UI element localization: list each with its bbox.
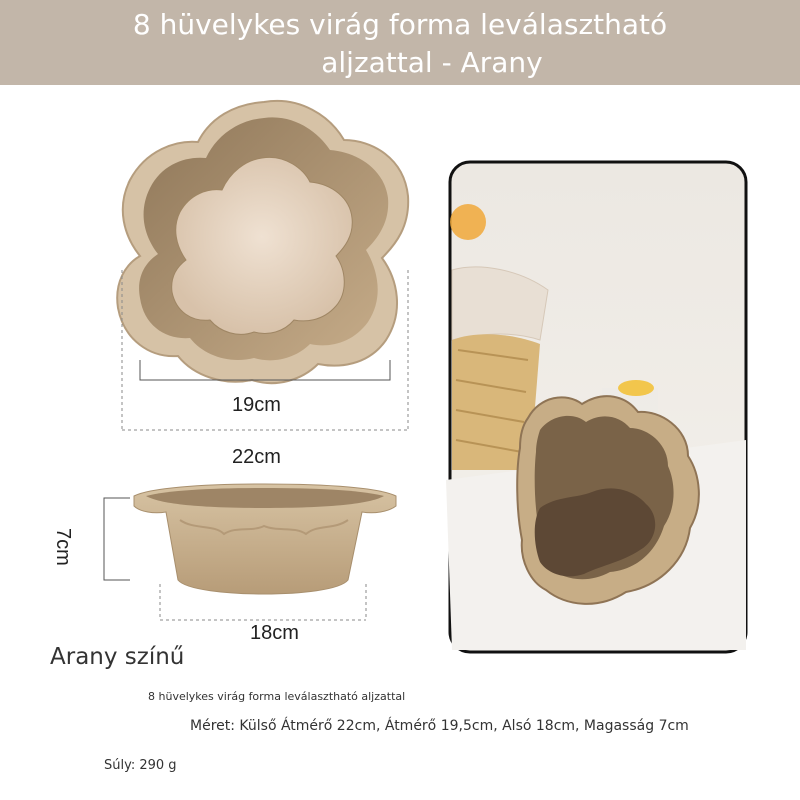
- weight-spec: Súly: 290 g: [104, 758, 177, 773]
- product-photo: [446, 162, 746, 652]
- size-spec: Méret: Külső Átmérő 22cm, Átmérő 19,5cm, Alsó 18cm, Magasság 7cm: [190, 718, 689, 734]
- flower-pan-top-view: [117, 101, 408, 383]
- height-label: 7cm: [52, 528, 74, 566]
- color-name: Arany színű: [50, 644, 185, 670]
- header-title-line2: aljzattal - Arany: [321, 46, 543, 79]
- bottom-diameter-label: 18cm: [250, 622, 299, 644]
- outer-diameter-label: 22cm: [232, 446, 281, 468]
- header-title-line1: 8 hüvelykes virág forma leválasztható: [132, 8, 668, 41]
- inner-diameter-label: 19cm: [232, 394, 281, 416]
- flower-pan-side-view: [134, 484, 396, 594]
- product-description: 8 hüvelykes virág forma leválasztható aljzattal: [148, 690, 406, 703]
